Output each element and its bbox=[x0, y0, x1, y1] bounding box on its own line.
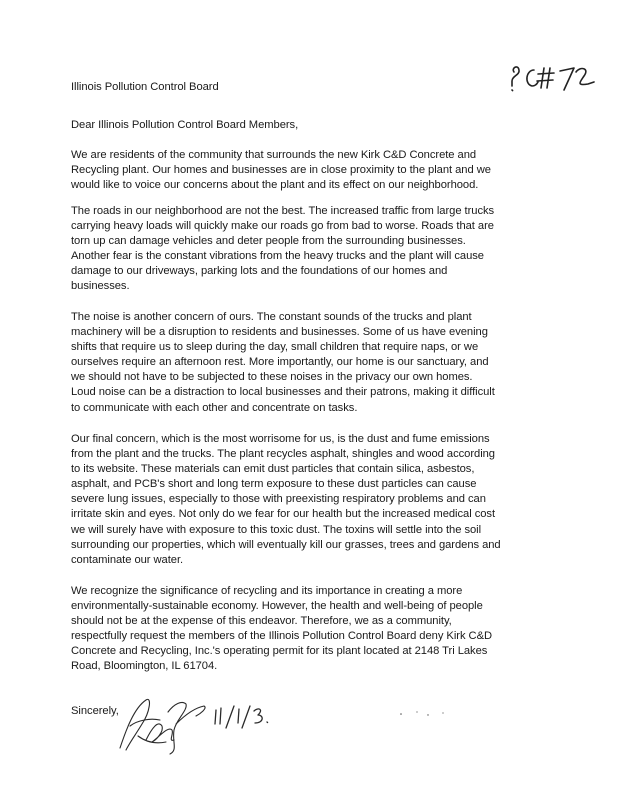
paragraph-line: to its website. These materials can emit dust particles that contain silica, asbestos, bbox=[71, 463, 475, 476]
paragraph-line: from the plant and the trucks. The plant recycles asphalt, shingles and wood according bbox=[71, 448, 495, 461]
paragraph-line: Our final concern, which is the most worrisome for us, is the dust and fume emissions bbox=[71, 433, 490, 445]
paragraph-line: contaminate our water. bbox=[71, 553, 184, 566]
paragraph-line: ourselves require an afternoon rest. More importantly, our home is our sanctuary, and bbox=[71, 356, 489, 369]
paragraph-line: severe lung issues, especially to those with preexisting respiratory problems and can bbox=[71, 493, 486, 506]
paragraph-line: We recognize the significance of recycling and its importance in creating a more bbox=[71, 585, 463, 597]
paragraph-line: Another fear is the constant vibrations from the heavy trucks and the plant will cause bbox=[71, 250, 484, 263]
paragraph-4 bbox=[71, 432, 501, 568]
paragraph-line: Loud noise can be a distraction to local businesses and their patrons, making it difficult bbox=[71, 386, 495, 399]
paragraph-line: respectfully request the members of the Illinois Pollution Control Board deny Kirk C&D bbox=[71, 630, 493, 643]
paragraph-3 bbox=[71, 310, 495, 416]
paragraph-line: shifts that require us to sleep during the day, small children that require naps, or we bbox=[71, 341, 479, 354]
handwritten-date bbox=[212, 702, 272, 732]
paragraph-line: we will surely have with exposure to this toxic dust. The toxins will settle into the soil bbox=[71, 523, 482, 536]
handwritten-code-annotation bbox=[508, 62, 598, 94]
paragraph-line: businesses. bbox=[71, 280, 130, 293]
paragraph-line: should not be at the expense of this endeavor. Therefore, we as a community, bbox=[71, 615, 452, 628]
paragraph-line: The noise is another concern of ours. The constant sounds of the trucks and plant bbox=[71, 311, 472, 323]
paragraph-line: we should not have to be subjected to these noises in the privacy our own homes. bbox=[71, 371, 473, 384]
paragraph-line: We are residents of the community that surrounds the new Kirk C&D Concrete and bbox=[71, 149, 477, 161]
paragraph-line: asphalt, and PCB's short and long term exposure to these dust particles can cause bbox=[71, 478, 477, 491]
paragraph-line: Concrete and Recycling, Inc.'s operating permit for its plant located at 2148 Tri Lakes bbox=[71, 645, 488, 658]
handwritten-signature bbox=[116, 690, 212, 756]
paragraph-line: Road, Bloomington, IL 61704. bbox=[71, 660, 218, 673]
paragraph-line: would like to voice our concerns about the plant and its effect on our neighborhood. bbox=[71, 179, 479, 192]
paragraph-line: torn up can damage vehicles and deter people from the surrounding businesses. bbox=[71, 235, 466, 248]
closing: Sincerely, bbox=[71, 705, 119, 717]
paragraph-line: The roads in our neighborhood are not the best. The increased traffic from large trucks bbox=[71, 205, 495, 217]
paragraph-line: carrying heavy loads will quickly make our roads go from bad to worse. Roads that are bbox=[71, 220, 494, 233]
paragraph-line: environmentally-sustainable economy. However, the health and well-being of people bbox=[71, 600, 483, 613]
scan-specks bbox=[395, 706, 455, 720]
paragraph-line: to communicate with each other and concentrate on tasks. bbox=[71, 401, 358, 414]
paragraph-5 bbox=[71, 584, 492, 675]
paragraph-1 bbox=[71, 148, 491, 193]
paragraph-line: irritate skin and eyes. Not only do we fear for our health but the increased medical cost bbox=[71, 508, 496, 521]
paragraph-2 bbox=[71, 204, 494, 295]
paragraph-line: surrounding our properties, which will eventually kill our grasses, trees and gardens and bbox=[71, 538, 501, 551]
paragraph-line: damage to our driveways, parking lots and the foundations of our homes and bbox=[71, 265, 448, 278]
salutation: Dear Illinois Pollution Control Board Members, bbox=[71, 119, 299, 131]
addressee: Illinois Pollution Control Board bbox=[71, 81, 219, 93]
paragraph-line: machinery will be a disruption to residents and businesses. Some of us have evening bbox=[71, 326, 488, 339]
paragraph-line: Recycling plant. Our homes and businesses are in close proximity to the plant and we bbox=[71, 164, 491, 177]
